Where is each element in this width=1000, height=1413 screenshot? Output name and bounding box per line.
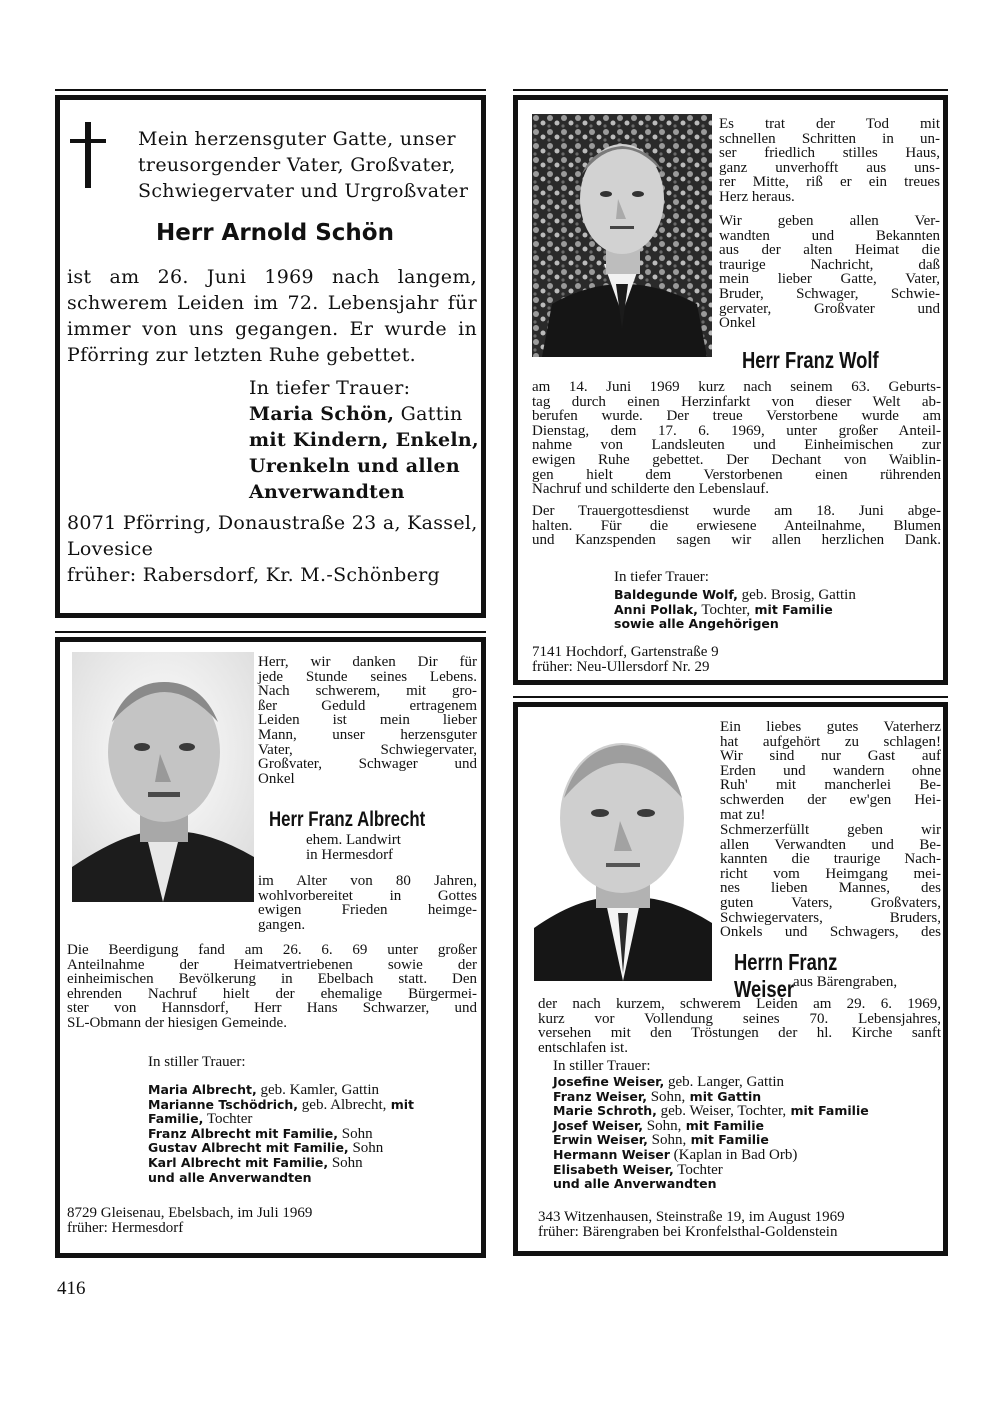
notice4-body-end: entschlafen ist. — [538, 1040, 628, 1056]
notice1-address: 8071 Pförring, Donaustraße 23 a, Kassel, Lovesice früher: Rabersdorf, Kr. M.-Schönberg — [67, 512, 478, 586]
portrait-photo-franz-weiser — [534, 723, 712, 981]
notice4-subtitle: aus Bärengraben, — [793, 974, 898, 990]
notice3-after-end: gangen. — [258, 917, 306, 933]
deceased-name: Herr Franz Wolf — [742, 347, 879, 373]
notice4-mourners: Josefine Weiser, geb. Langer, Gattin Franz Weiser, Sohn, mit Gattin Marie Schroth, geb. Weiser, Tochter, mit Familie Josef Weiser, Sohn, mit Familie Erwin Weiser, Sohn, mit Familie Hermann Weiser (Kaplan in Bad Orb) Elisabeth Weiser, Tochter und alle Anverwandten — [553, 1074, 869, 1192]
notice4-intro-end: mat zu! — [720, 807, 766, 823]
deceased-name: Herr Arnold Schön — [156, 220, 394, 246]
notice1-body: ist am 26. Juni 1969 nach langem, schwerem Leiden im 72. Lebensjahr für immer von uns gegangen. Er wurde in — [67, 266, 477, 340]
notice4-intro: Ein liebes gutes Vaterherz hat aufgehört zu schlagen! Wir sind nur Gast auf Erden und wandern ohne Ruh' mit mancherlei Be- schwerden der ew'gen Hei- — [720, 719, 941, 808]
mourning-label: In tiefer Trauer: — [249, 377, 411, 399]
cross-icon — [68, 122, 110, 188]
deceased-name: Herr Franz Albrecht — [269, 808, 426, 831]
notice2-body-2: Der Trauergottesdienst wurde am 18. Juni abge- halten. Für die erwiesene Anteilnahme, Blumen und Kanzspenden sagen wir allen herzlichen Dank. — [532, 503, 941, 549]
notice2-intro-2: Wir geben allen Ver- wandten und Bekannten aus der alten Heimat die traurige Nachricht, daß mein lieber Gatte, Vater, Bruder, Schwager, Schwie- gervater, Großvater und — [719, 213, 940, 317]
notice4-body: der nach kurzem, schwerem Leiden am 29. 6. 1969, kurz vor Vollendung seines 70. Lebensjahres, versehen mit den Tröstungen der hl. Kirche sanft — [538, 996, 941, 1042]
notice3-subtitle: ehem. Landwirt in Hermesdorf — [306, 832, 401, 863]
notice2-intro-end-2: Onkel — [719, 315, 756, 331]
mourning-label: In stiller Trauer: — [553, 1058, 651, 1074]
notice3-after: im Alter von 80 Jahren, wohlvorbereitet in Gottes ewigen Frieden heimge- — [258, 873, 477, 919]
notice3-intro: Herr, wir danken Dir für jede Stunde seines Lebens. Nach schwerem, mit gro- ßer Geduld ertragenem Leiden ist mein lieber Mann, unser herzensguter Vater, Schwiegervater, Großvater, Schwager und — [258, 654, 477, 773]
notice-franz-albrecht — [55, 637, 486, 1258]
notice2-address: 7141 Hochdorf, Gartenstraße 9 früher: Neu-Ullersdorf Nr. 29 — [532, 644, 719, 675]
notice1-body-last: Pförring zur letzten Ruhe gebettet. — [67, 344, 416, 366]
notice3-body-end: SL-Obmann der hiesigen Gemeinde. — [67, 1015, 287, 1031]
notice2-intro-end: Herz heraus. — [719, 189, 795, 205]
notice2-body-end: Nachruf und schilderte den Lebenslauf. — [532, 481, 769, 497]
portrait-photo-franz-albrecht — [72, 652, 254, 902]
notice2-mourners: Baldegunde Wolf, geb. Brosig, Gattin Anni Pollak, Tochter, mit Familie sowie alle Angehörigen — [614, 587, 856, 632]
mourning-label: In tiefer Trauer: — [614, 569, 709, 585]
page-number: 416 — [57, 1278, 86, 1299]
notice3-body: Die Beerdigung fand am 26. 6. 69 unter großer Anteilnahme der Heimatvertriebenen sowie der einheimischen Bevölkerung in Ebelbach statt. Den ehrenden Nachruf hielt der ehemalige Bürgermei- ster von Hannsdorf, Herr Hans Schwarzer, und — [67, 942, 477, 1017]
deceased-name: Herrn Franz Weiser — [734, 949, 838, 1002]
notice2-body: am 14. Juni 1969 kurz nach seinem 63. Geburts- tag durch einen Herzinfarkt von dieser Welt ab- berufen wurde. Der treue Verstorbene wurde am Dienstag, dem 17. 6. 1969, unter großer Anteil- nahme von Landsleuten und Einheimischen zur ewigen Ruhe gebettet. Der Dechant von Waiblin- gen hielt dem Verstorbenen einen rührenden — [532, 379, 941, 483]
notice3-mourners: Maria Albrecht, geb. Kamler, Gattin Marianne Tschödrich, geb. Albrecht, mit Familie, Tochter Franz Albrecht mit Familie, Sohn Gustav Albrecht mit Familie, Sohn Karl Albrecht mit Familie, Sohn und alle Anverwandten — [148, 1082, 414, 1185]
notice3-intro-end: Onkel — [258, 771, 295, 787]
notice2-intro: Es trat der Tod mit schnellen Schritten in un- ser friedlich stilles Haus, ganz unverhofft aus uns- rer Mitte, riß er ein treues — [719, 116, 940, 191]
notice1-mourners: Maria Schön, Gattin mit Kindern, Enkeln, Urenkeln und allen Anverwandten — [249, 403, 479, 503]
notice4-address: 343 Witzenhausen, Steinstraße 19, im August 1969 früher: Bärengraben bei Kronfelsthal-Goldenstein — [538, 1209, 845, 1240]
notice4-intro-2: Schmerzerfüllt geben wir allen Verwandten und Be- kannten die traurige Nach- richt vom Heimgang mei- nes lieben Mannes, des guten Vaters, Großvaters, Schwiegervaters, Bruders, Onkels und Schwagers, des — [720, 822, 941, 941]
notice-franz-weiser — [513, 702, 948, 1256]
mourning-label: In stiller Trauer: — [148, 1054, 246, 1070]
notice-arnold-schoen — [55, 95, 486, 618]
notice3-address: 8729 Gleisenau, Ebelsbach, im Juli 1969 früher: Hermesdorf — [67, 1205, 313, 1236]
portrait-photo-franz-wolf — [532, 114, 712, 357]
notice1-intro: Mein herzensguter Gatte, unser treusorgender Vater, Großvater, Schwiegervater und Urgroßvater — [138, 128, 469, 202]
notice-franz-wolf — [513, 95, 948, 685]
